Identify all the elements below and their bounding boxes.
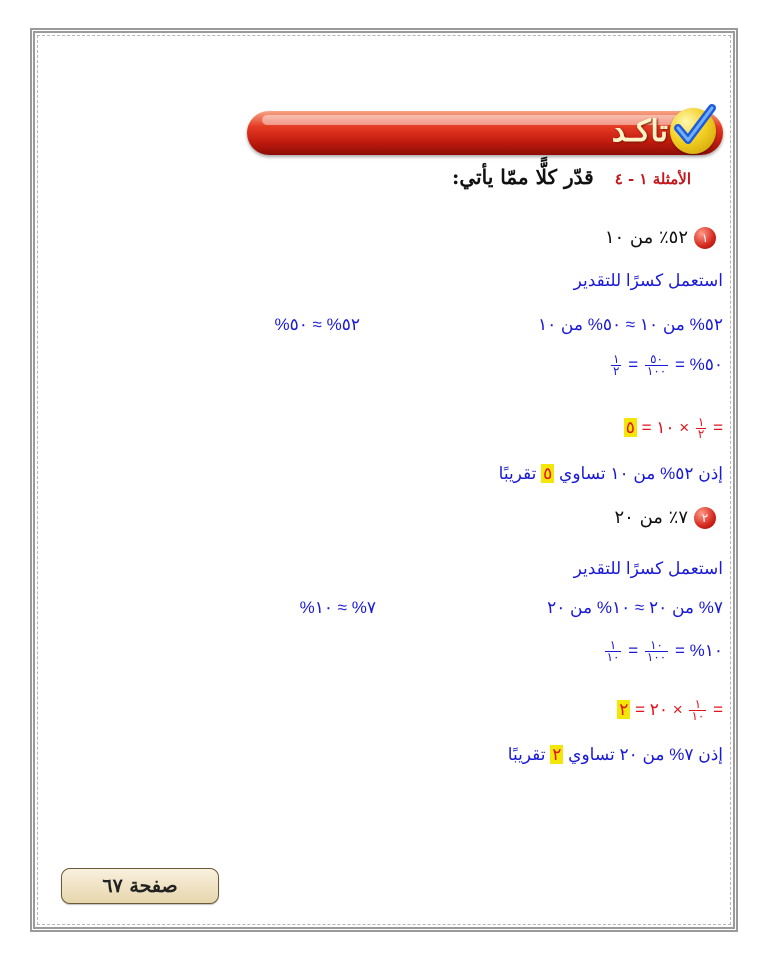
problem-2-compute-line: = $\frac{١}{١٠}$ × ٢٠ = ٢	[619, 697, 723, 723]
answer-highlight: ٢	[552, 745, 562, 764]
problem-1-approx-side: ٥٢% ≈ ٥٠%	[274, 315, 360, 334]
problem-2-conclusion: إذن ٧% من ٢٠ تساوي ٢ تقريبًا	[507, 745, 723, 764]
instruction-text: قدّر كلًّا ممّا يأتي:	[452, 165, 594, 189]
examples-label: الأمثلة ١ - ٤	[614, 170, 691, 188]
fraction: $\frac{١}{١٠}$	[606, 638, 620, 664]
problem-1-compute-line: = $\frac{١}{٢}$ × ١٠ = ٥	[625, 415, 723, 441]
problem-2-approx-side: ٧% ≈ ١٠%	[299, 598, 376, 617]
problem-1-approx-line: ٥٢% من ١٠ ≈ ٥٠% من ١٠	[537, 315, 723, 334]
question-text: ٧٪ من ٢٠	[614, 507, 688, 528]
answer-highlight: ٥	[543, 464, 553, 483]
answer-highlight: ٥	[625, 417, 635, 437]
answer-highlight: ٢	[619, 699, 629, 719]
problem-1-strategy: استعمل كسرًا للتقدير	[573, 271, 723, 290]
problem-1-fraction-line: ٥٠% = $\frac{٥٠}{١٠٠}$ = $\frac{١}{٢}$	[613, 352, 723, 378]
checkmark-icon	[666, 98, 722, 154]
problem-number-badge: ١	[694, 227, 716, 249]
problem-2-approx-line: ٧% من ٢٠ ≈ ١٠% من ٢٠	[547, 598, 723, 617]
fraction: $\frac{١}{١٠}$	[691, 697, 705, 723]
page-number-label: صفحة ٦٧	[102, 875, 178, 897]
fraction: $\frac{١٠}{١٠٠}$	[646, 638, 667, 664]
fraction: $\frac{١}{٢}$	[613, 352, 620, 378]
problem-2-fraction-line: ١٠% = $\frac{١٠}{١٠٠}$ = $\frac{١}{١٠}$	[606, 638, 723, 664]
check-badge-icon	[670, 108, 716, 154]
problem-2-strategy: استعمل كسرًا للتقدير	[573, 559, 723, 578]
exercise-heading	[452, 165, 691, 189]
problem-1-question	[605, 227, 716, 249]
fraction: $\frac{٥٠}{١٠٠}$	[646, 352, 667, 378]
problem-1-conclusion: إذن ٥٢% من ١٠ تساوي ٥ تقريبًا	[498, 464, 723, 483]
banner-title: تاكـد	[611, 114, 668, 149]
fraction: $\frac{١}{٢}$	[697, 415, 705, 441]
problem-number-badge: ٢	[694, 507, 716, 529]
question-text: ٥٢٪ من ١٠	[604, 227, 688, 248]
problem-2-question	[615, 507, 716, 529]
